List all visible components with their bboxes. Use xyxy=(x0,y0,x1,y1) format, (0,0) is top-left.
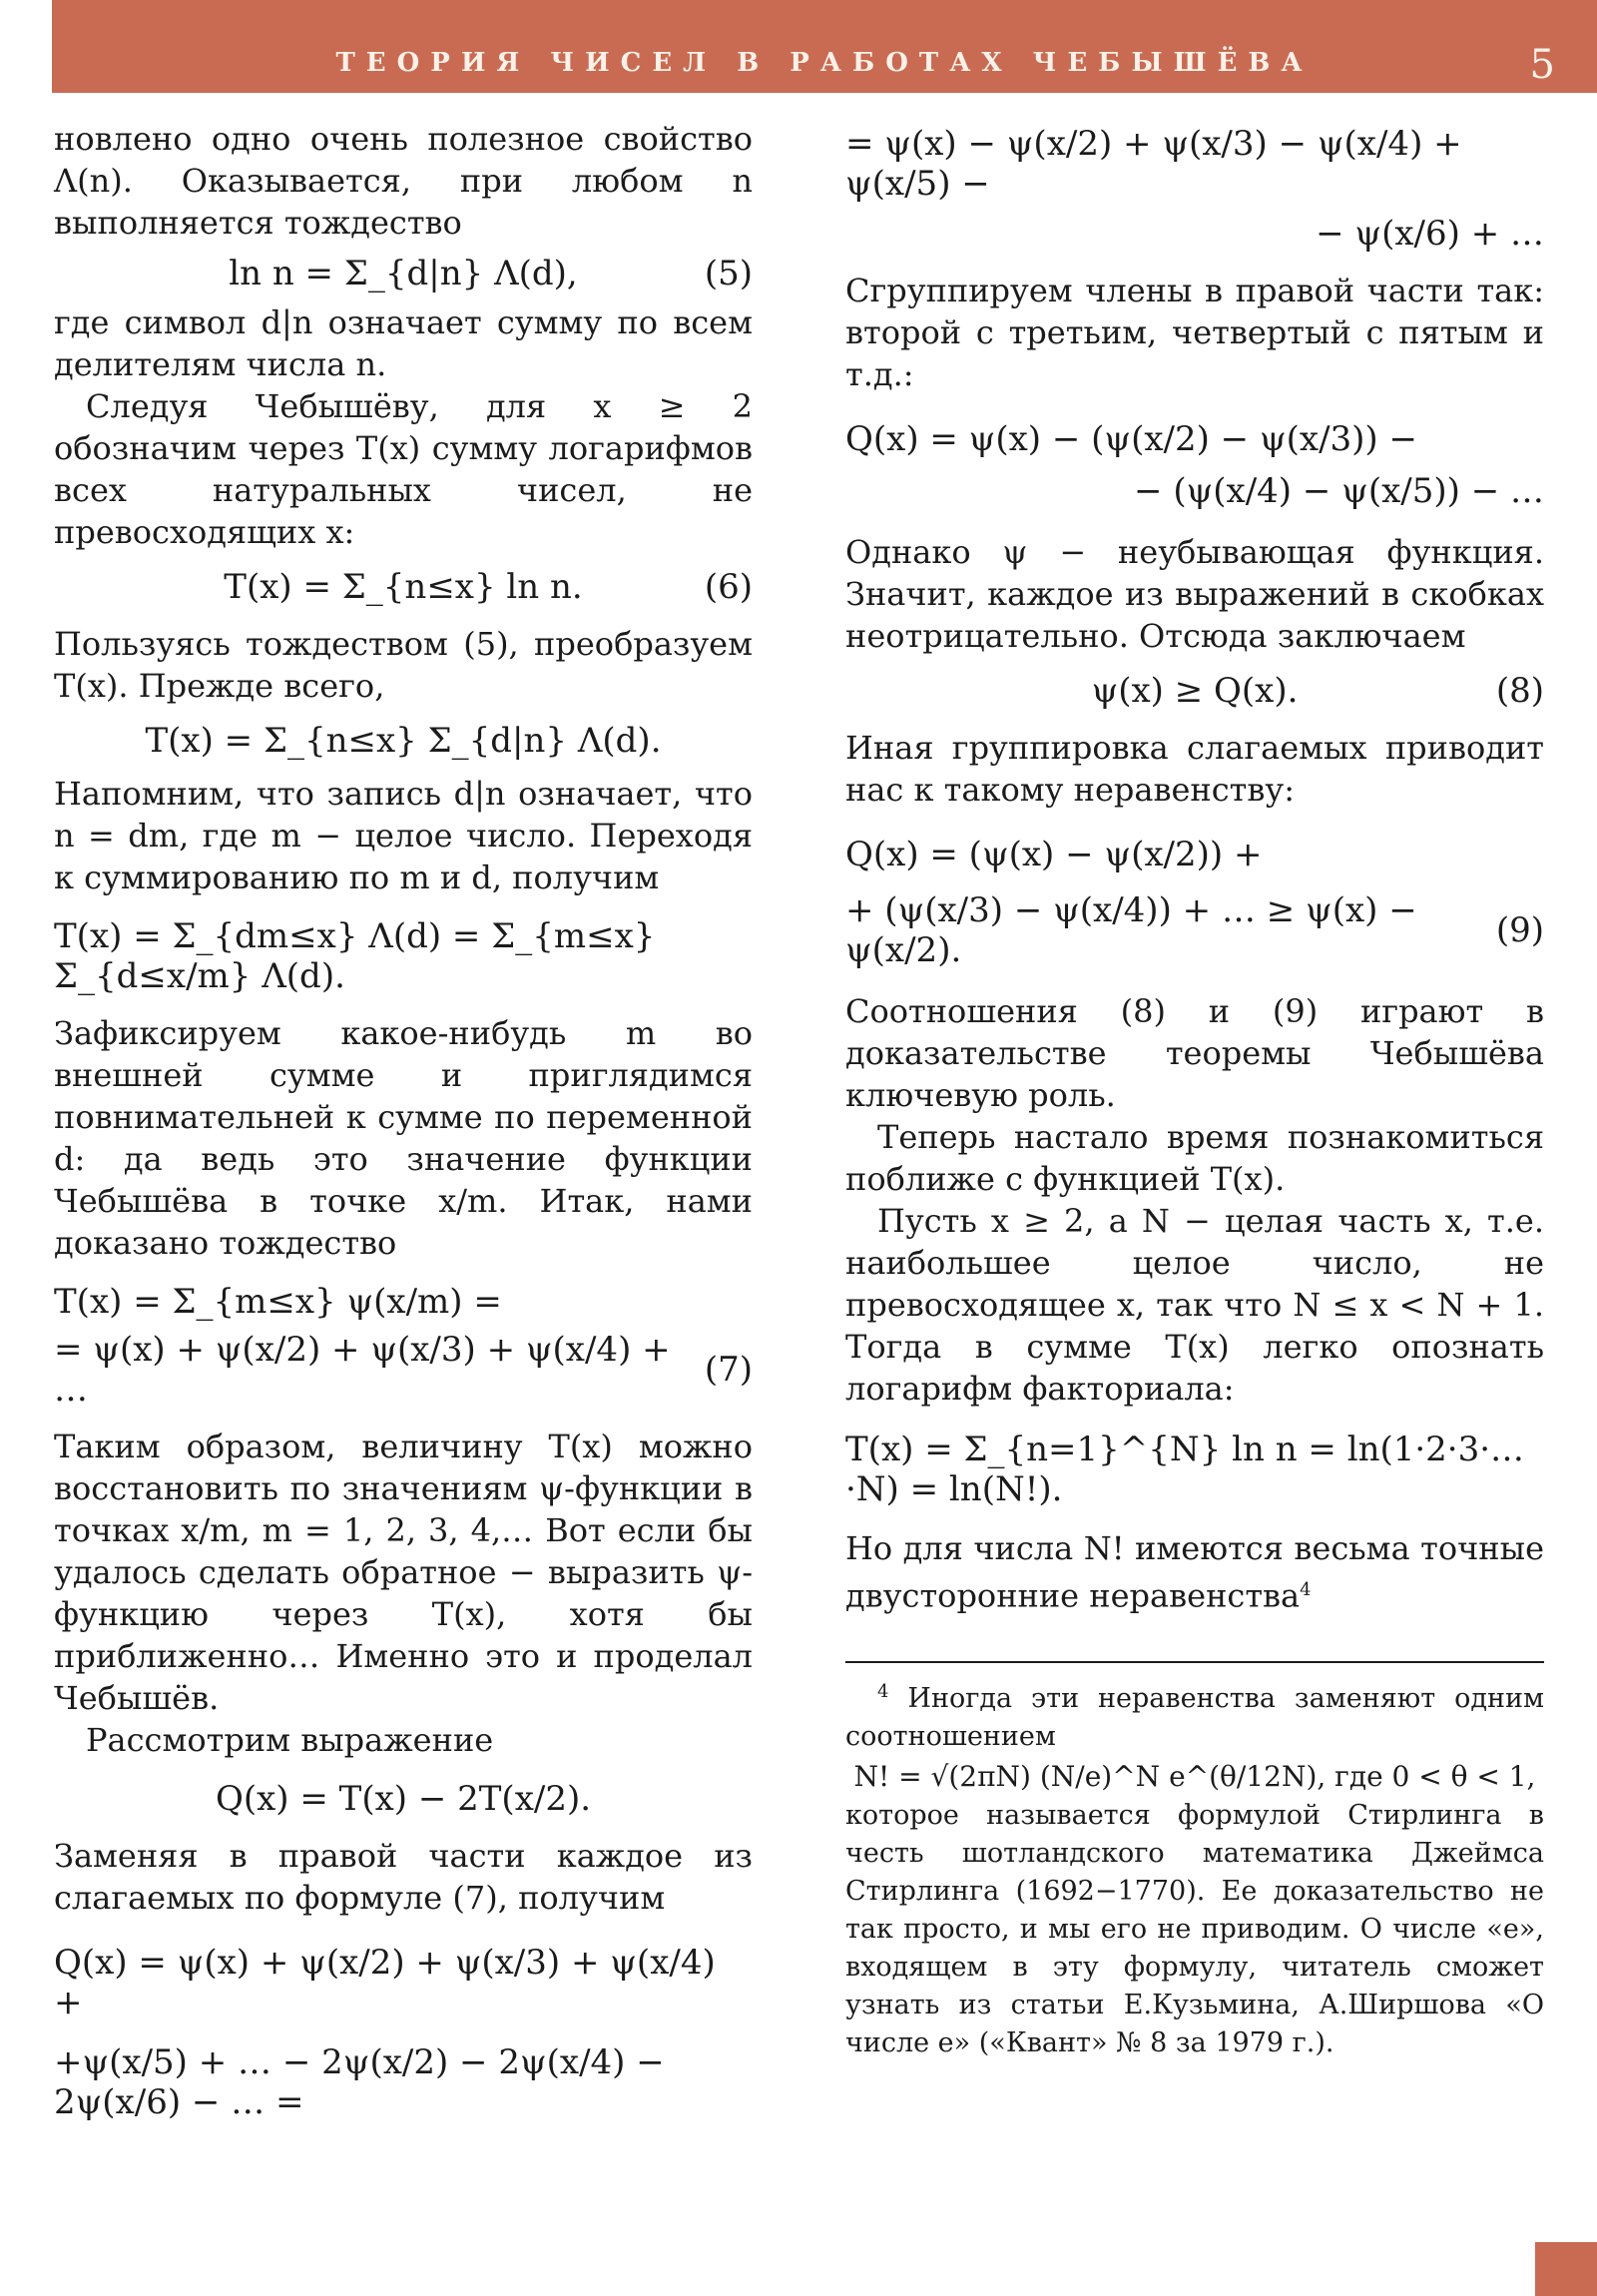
running-title: ТЕОРИЯ ЧИСЕЛ В РАБОТАХ ЧЕБЫШЁВА xyxy=(335,48,1314,78)
equation xyxy=(54,916,753,996)
paragraph: Заменяя в правой части каждое из слагаемых по формуле (7), получим xyxy=(54,1837,753,1917)
equation-number: (9) xyxy=(1495,910,1544,950)
equation xyxy=(54,1779,753,1819)
equation-8 xyxy=(845,671,1544,711)
equation-number: (8) xyxy=(1495,671,1544,711)
formula-body: N! = √(2πN) (N/e)^N e^(θ/12N), где 0 < θ < 1, xyxy=(853,1759,1536,1793)
equation-body: = ψ(x) − ψ(x/2) + ψ(x/3) − ψ(x/4) + ψ(x/5) − xyxy=(845,124,1462,204)
footnote xyxy=(845,1673,1544,2062)
equation-5 xyxy=(54,254,753,293)
equation-body: Q(x) = (ψ(x) − ψ(x/2)) + xyxy=(845,835,1263,874)
page-number: 5 xyxy=(1529,42,1555,88)
paragraph: новлено одно очень полезное свойство Λ(n). Оказывается, при любом n выполняется тождество xyxy=(54,120,753,242)
equation-body: = ψ(x) + ψ(x/2) + ψ(x/3) + ψ(x/4) + … xyxy=(54,1330,671,1410)
footnote-text xyxy=(845,1673,1544,1756)
footnote-text: которое называется формулой Стирлинга в честь шотландского математика Джеймса Стирлинга (1692−1770). Ее доказательство не так просто, и мы его не приводим. О числе «e», входящем в эту формулу, читатель сможет узнать из статьи Е.Кузьмина, А.Ширшова «О числе e» («Квант» № 8 за 1979 г.). xyxy=(845,1799,1544,2058)
equation-line xyxy=(54,1943,753,2022)
paragraph: Рассмотрим выражение xyxy=(86,1721,494,1759)
left-column xyxy=(54,118,753,2122)
paragraph: Пользуясь тождеством (5), преобразуем T(x). Прежде всего, xyxy=(54,625,753,705)
paragraph: Напомним, что запись d|n означает, что n = dm, где m − целое число. Переходя к суммированию по m и d, получим xyxy=(54,775,753,896)
equation-body: + (ψ(x/3) − ψ(x/4)) + … ≥ ψ(x) − ψ(x/2). xyxy=(845,890,1417,970)
equation-body: − (ψ(x/4) − ψ(x/5)) − … xyxy=(1134,471,1544,511)
equation xyxy=(54,721,753,761)
footnote-rule xyxy=(845,1661,1544,1663)
running-header xyxy=(52,0,1597,93)
equation-body: T(x) = Σ_{n=1}^{N} ln n = ln(1·2·3·…·N) = ln(N!). xyxy=(845,1430,1525,1509)
equation-9-line-2 xyxy=(845,890,1544,970)
equation-body: ln n = Σ_{d|n} Λ(d), xyxy=(229,254,578,293)
equation-body: T(x) = Σ_{dm≤x} Λ(d) = Σ_{m≤x} Σ_{d≤x/m} Λ(d). xyxy=(54,916,656,996)
equation-number: (6) xyxy=(704,567,753,607)
equation-number: (5) xyxy=(704,254,753,293)
equation-body: ψ(x) ≥ Q(x). xyxy=(1091,671,1299,711)
paragraph: Зафиксируем какое-нибудь m во внешней сумме и приглядимся повнимательней к сумме по переменной d: да ведь это значение функции Чебышёва в точке x/m. Итак, нами доказано тождество xyxy=(54,1014,753,1262)
equation-number: (7) xyxy=(704,1350,753,1390)
right-column xyxy=(845,118,1544,2062)
equation xyxy=(845,1430,1544,1509)
paragraph: Следуя Чебышёву, для x ≥ 2 обозначим через T(x) сумму логарифмов всех натуральных чисел, не превосходящих x: xyxy=(54,387,753,551)
equation-body: T(x) = Σ_{m≤x} ψ(x/m) = xyxy=(54,1282,502,1322)
equation-line xyxy=(845,214,1544,254)
equation-line xyxy=(845,419,1544,459)
equation-body: +ψ(x/5) + … − 2ψ(x/2) − 2ψ(x/4) − 2ψ(x/6) − … = xyxy=(54,2042,665,2122)
paragraph: Таким образом, величину T(x) можно восстановить по значениям ψ-функции в точках x/m, m = 1, 2, 3, 4,… Вот если бы удалось сделать обратное − выразить ψ-функцию через T(x), хотя бы приближенно… Именно это и проделал Чебышёв. xyxy=(54,1428,753,1717)
paragraph: где символ d|n означает сумму по всем делителям числа n. xyxy=(54,303,753,383)
corner-tab xyxy=(1535,2242,1597,2296)
footnote-sentence: Иногда эти неравенства заменяют одним соотношением xyxy=(845,1682,1544,1752)
equation-body: − ψ(x/6) + … xyxy=(1316,214,1544,254)
equation-9-line-1 xyxy=(845,835,1544,874)
equation-7-line-2 xyxy=(54,1330,753,1410)
equation-body: Q(x) = ψ(x) − (ψ(x/2) − ψ(x/3)) − xyxy=(845,419,1417,459)
equation-body: T(x) = Σ_{n≤x} ln n. xyxy=(224,567,583,607)
footnote-ref[interactable]: 4 xyxy=(1300,1579,1312,1600)
paragraph: Пусть x ≥ 2, а N − целая часть x, т.е. наибольшее целое число, не превосходящее x, так что N ≤ x < N + 1. Тогда в сумме T(x) легко опознать логарифм факториала: xyxy=(845,1202,1544,1408)
paragraph xyxy=(845,1527,1544,1617)
paragraph: Однако ψ − неубывающая функция. Значит, каждое из выражений в скобках неотрицательно. Отсюда заключаем xyxy=(845,533,1544,655)
equation-7-line-1 xyxy=(54,1282,753,1322)
equation-line xyxy=(845,471,1544,511)
equation-line xyxy=(845,124,1544,204)
stirling-formula xyxy=(845,1760,1544,1793)
equation-body: Q(x) = T(x) − 2T(x/2). xyxy=(215,1779,592,1819)
equation-body: T(x) = Σ_{n≤x} Σ_{d|n} Λ(d). xyxy=(145,721,662,761)
equation-line xyxy=(54,2042,753,2122)
paragraph: Теперь настало время познакомиться поближе с функцией T(x). xyxy=(845,1118,1544,1198)
paragraph: Соотношения (8) и (9) играют в доказательстве теоремы Чебышёва ключевую роль. xyxy=(845,992,1544,1114)
equation-body: Q(x) = ψ(x) + ψ(x/2) + ψ(x/3) + ψ(x/4) + xyxy=(54,1943,716,2022)
paragraph: Иная группировка слагаемых приводит нас к такому неравенству: xyxy=(845,729,1544,809)
paragraph-text: Но для числа N! имеются весьма точные двусторонние неравенства xyxy=(845,1529,1544,1615)
footnote-mark: 4 xyxy=(877,1680,889,1702)
equation-6 xyxy=(54,567,753,607)
paragraph: Сгруппируем члены в правой части так: второй с третьим, четвертый с пятым и т.д.: xyxy=(845,272,1544,393)
